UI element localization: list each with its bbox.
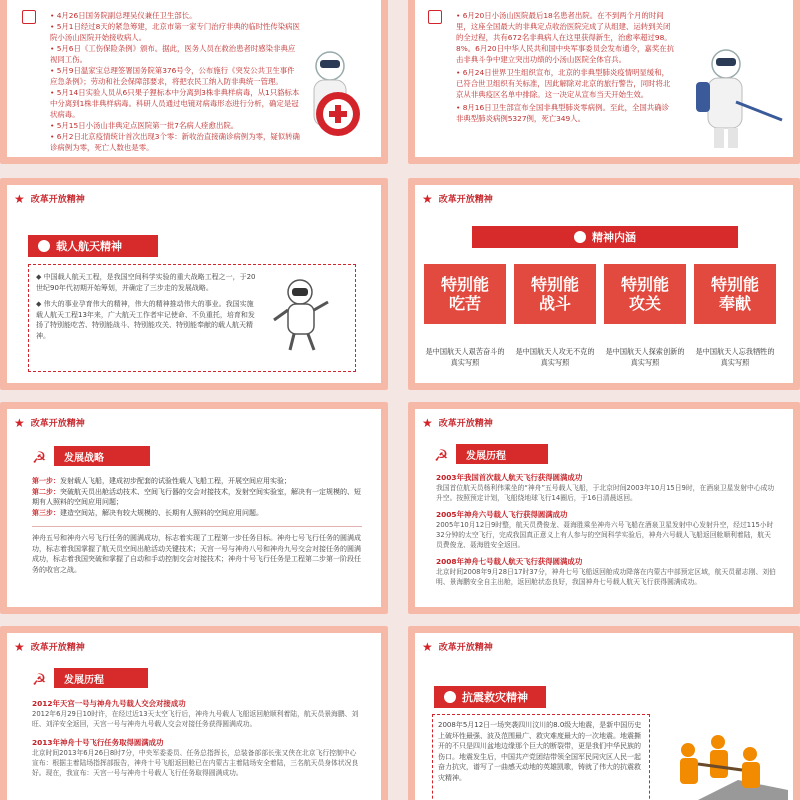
medic-spray-illustration: [686, 42, 786, 152]
strategy-step: 第二步：突破航天员出舱活动技术、空间飞行器的交会对接技术，发射空间实验室，解决有一定规模的、短期有人照料的空间应用问题；: [32, 487, 361, 506]
section-header: ★ 改革开放精神: [14, 191, 85, 206]
paragraph: 2008年5月12日一场突袭四川汶川的8.0级大地震，是新中国历史上破坏性最强、波及范围最广、救灾难度最大的一次地震。地震撕开的不只是四川盆地边缘那个巨大的断裂带，更是我们中华民族的伤口。地震发生后，中国共产党团结带领全国军民同灾区人民一起奋力抗灾，谱写了一曲感天动地的英雄凯歌，铸就了伟大的抗震救灾精神。: [438, 721, 642, 782]
section-header: ★ 改革开放精神: [422, 415, 493, 430]
star-icon: ★: [14, 191, 25, 206]
list-item: • 5月9日温家宝总理签署国务院第376号令，公布施行《突发公共卫生事件应急条例》；劳动和社会保障部要求，将把农民工纳入防非典统一管理。: [50, 66, 295, 86]
spirit-card: 特别能攻关: [604, 264, 686, 324]
list-item: • 5月1日经过8天的紧急筹建，北京市第一家专门治疗非典的临时性传染病医院小汤山医院开始接收病人。: [50, 22, 300, 42]
slide-earthquake-relief-spirit: [408, 626, 800, 800]
rescue-workers-illustration: [658, 720, 788, 800]
history-text: 2012年6月29日10时许，在经过近13天太空飞行后，神舟九号载人飞船返回舱顺利着陆，航天员景海鹏、刘旺、刘洋安全返回，天宫一号与神舟九号载人交会对接任务获得圆满成功。: [32, 710, 359, 728]
section-banner: 精神内涵: [472, 226, 738, 248]
paragraph: 神舟五号和神舟六号飞行任务的圆满成功，标志着实现了工程第一步任务目标。神舟七号飞行任务的圆满成功，标志着我国掌握了航天员空间出舱活动关键技术；天宫一号与神舟八号和神舟九号交会对接任务的圆满成功，标志着我国突破和掌握了自动和手动控制交会对接技术；神舟十号飞行任务是工程第二步第一阶段任务的收官之战。: [32, 534, 361, 574]
section-banner: 发展历程: [456, 444, 548, 464]
medic-shield-illustration: [292, 44, 372, 154]
history-title: 2003年我国首次载人航天飞行获得圆满成功: [436, 473, 583, 482]
paragraph: ◆ 伟大的事业孕育伟大的精神，伟大的精神推动伟大的事业。我国实施载人航天工程13年来，广大航天工作者牢记使命、不负重托，培育和发扬了特别能吃苦、特别能战斗、特别能攻关、特别能奉献的载人航天精神。: [36, 300, 255, 340]
astronaut-icon: [268, 274, 338, 354]
hammer-sickle-icon: ☭: [32, 448, 47, 467]
card-caption: 是中国航天人探索创新的真实写照: [605, 347, 685, 367]
history-text: 我国首位航天员杨利伟乘坐的“神舟”五号载人飞船，于北京时间2003年10月15日9时，在酒泉卫星发射中心成功升空。按照预定计划，飞船绕地球飞行14圈后，于16日清晨返回。: [436, 484, 775, 502]
party-emblem-icon: [38, 240, 50, 252]
history-text: 2005年10月12日9时整，航天员费俊龙、聂海胜乘坐神舟六号飞船在酒泉卫星发射中心发射升空，经过115小时32分钟的太空飞行，完成我国真正意义上有人参与的空间科学实验后，神舟六号载人飞船返回舱顺利着陆，航天员费俊龙、聂海胜安全返回。: [436, 521, 774, 549]
section-header: ★ 改革开放精神: [422, 191, 493, 206]
timeline-list: [50, 10, 300, 153]
list-item: • 5月14日实验人员从6只果子狸标本中分离到3株非典样病毒，从1只貉标本中分离到1株非典样病毒。科研人员通过电镜对病毒形态进行分析，确定是冠状病毒。: [50, 88, 300, 119]
history-title: 2012年天宫一号与神舟九号载人交会对接成功: [32, 699, 186, 708]
card-caption: 是中国航天人忘我牺牲的真实写照: [695, 347, 775, 367]
list-item: • 6月20日小汤山医院最后18名患者出院。在不到两个月的时间里，这座全国最大的非典定点收治医院完成了从组建、运转到关闭的全过程，共有672名非典病人在这里获得新生，治愈率超过98。8%。6月20日中华人民共和国中央军事委员会发布通令，嘉奖在抗击非典斗争中建立突出功绩的小汤山医院全体官兵。: [456, 11, 674, 64]
strategy-step: 第一步：发射载人飞船，建成初步配套的试验性载人飞船工程，开展空间应用实验；: [32, 477, 291, 485]
star-icon: ★: [422, 191, 433, 206]
section-banner: 抗震救灾精神: [434, 686, 546, 708]
section-banner: 发展历程: [54, 668, 148, 688]
calendar-icon: [428, 10, 442, 24]
calendar-icon: [22, 10, 36, 24]
list-item: • 4月26日国务院副总理吴仪兼任卫生部长。: [50, 11, 197, 20]
party-emblem-icon: [574, 231, 586, 243]
slide-development-strategy: [0, 402, 388, 614]
section-banner: 载人航天精神: [28, 235, 158, 257]
spirit-card: 特别能奉献: [694, 264, 776, 324]
slide-sars-timeline-2: [408, 0, 800, 164]
star-icon: ★: [14, 415, 25, 430]
section-header: ★ 改革开放精神: [14, 415, 85, 430]
paragraph: ◆ 中国载人航天工程，是我国空间科学实验的重大战略工程之一，于20世纪90年代初期开始筹划，并确定了三步走的发展战略。: [36, 273, 256, 292]
section-header: ★ 改革开放精神: [14, 639, 85, 654]
section-header: ★ 改革开放精神: [422, 639, 493, 654]
list-item: • 5月6日《工伤保险条例》颁布。据此，医务人员在救治患者时感染非典应视同工伤。: [50, 44, 296, 64]
history-title: 2005年神舟六号载人飞行获得圆满成功: [436, 510, 568, 519]
hammer-sickle-icon: ☭: [32, 670, 47, 689]
list-item: • 8月16日卫生部宣布全国非典型肺炎零病例。至此，全国共确诊非典型肺炎病例5327例，死亡349人。: [456, 103, 669, 123]
party-emblem-icon: [444, 691, 456, 703]
star-icon: ★: [14, 639, 25, 654]
history-title: 2013年神舟十号飞行任务取得圆满成功: [32, 738, 164, 747]
slide-development-history-1: [408, 402, 800, 614]
hammer-sickle-icon: ☭: [434, 446, 449, 465]
slide-development-history-2: [0, 626, 388, 800]
card-caption: 是中国航天人攻无不克的真实写照: [515, 347, 595, 367]
spirit-card: 特别能战斗: [514, 264, 596, 324]
star-icon: ★: [422, 415, 433, 430]
list-item: • 5月15日小汤山非典定点医院第一批7名病人痊愈出院。: [50, 121, 239, 130]
history-text: 北京时间2013年6月26日8时7分，中央军委委员、任务总指挥长，总装备部部长张又侠在北京飞行控制中心宣布：根据主着陆场指挥部报告，神舟十号飞船返回舱已在内蒙古主着陆场安全着陆，三名航天员身体状况良好。现在，我宣布：天宫一号与神舟十号载人飞行任务取得圆满成功。: [32, 749, 359, 777]
card-caption: 是中国航天人艰苦奋斗的真实写照: [425, 347, 505, 367]
section-banner: 发展战略: [54, 446, 150, 466]
list-item: • 6月24日世界卫生组织宣布，北京的非典型肺炎疫情明显缓和，已符合世卫组织有关标准，因此解除对北京的旅行警告，同时将北京从非典疫区名单中排除。这一决定从宣布当天开始生效。: [456, 68, 671, 99]
strategy-step: 第三步：建造空间站，解决有较大规模的、长期有人照料的空间应用问题。: [32, 508, 263, 517]
slide-spirit-connotation: [408, 178, 800, 390]
star-icon: ★: [422, 639, 433, 654]
spirit-card: 特别能吃苦: [424, 264, 506, 324]
timeline-list: [456, 10, 674, 124]
list-item: • 6月2日北京疫情统计首次出现3个零：新收治直接确诊病例为零，疑似转确诊病例为零，死亡人数也是零。: [50, 132, 300, 152]
slide-sars-timeline-1: [0, 0, 388, 164]
history-text: 北京时间2008年9月28日17时37分，神舟七号飞船返回舱成功降落在内蒙古中部预定区域，航天员翟志刚、刘伯明、景海鹏安全自主出舱，返回舱状态良好，我国神舟七号载人航天飞行获得圆满成功。: [436, 568, 776, 586]
history-title: 2008年神舟七号载人航天飞行获得圆满成功: [436, 557, 583, 566]
slide-manned-space-spirit: [0, 178, 388, 390]
